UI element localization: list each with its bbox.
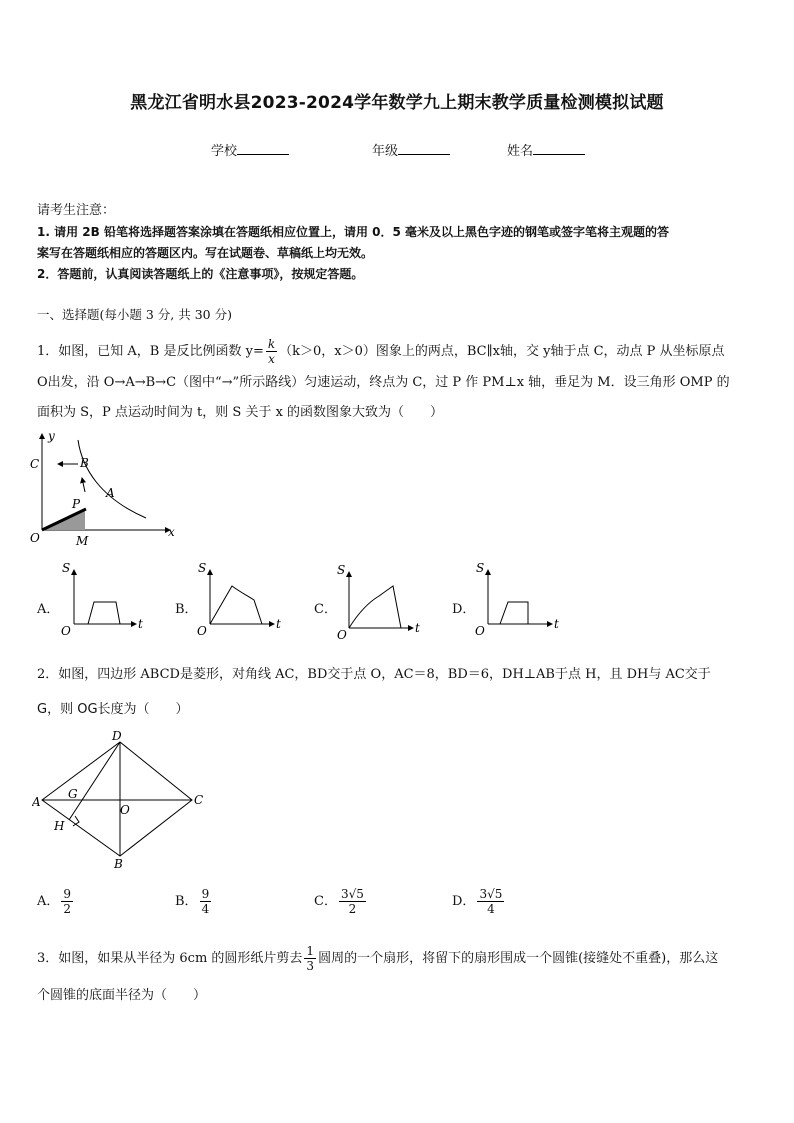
q1-option-d-letter[interactable]: D． [452,602,476,617]
q1-label-y: y [48,429,55,443]
q1-label-x: x [168,525,175,539]
q1-option-b-o: O [197,624,207,638]
q2-label-o: O [120,803,130,817]
q2-option-c-den: 2 [348,902,357,916]
q2-option-b[interactable] [175,888,213,915]
q1-option-a-o: O [61,624,71,638]
q2-segment-dh [69,742,120,820]
q1-label-m: M [76,534,89,548]
q1-line2: O出发，沿 O→A→B→C（图中“→”所示路线）匀速运动，终点为 C，过 P 作 PM⊥x 轴，垂足为 M．设三角形 OMP 的 [37,375,730,390]
q1-figure [30,428,190,553]
q1-frac-num: k [267,337,276,351]
q1-option-b-t: t [276,617,281,631]
q3-line1-a: 3．如图，如果从半径为 6cm 的圆形纸片剪去 [37,951,303,966]
q2-label-g: G [68,787,78,801]
q2-label-b: B [114,857,123,870]
q2-label-c: C [194,793,204,807]
q3-line2: 个圆锥的底面半径为（ ） [37,988,207,1003]
q2-option-a-frac [61,888,73,915]
q2-option-c-letter: C． [314,894,337,909]
q2-label-a: A [32,795,41,809]
notice-item1-line1: 1. 请用 2B 铅笔将选择题答案涂填在答题纸相应位置上，请用 0．5 毫米及以上黑色字迹的钢笔或签字笔将主观题的答 [37,225,669,239]
q3-line1-b: 圆周的一个扇形，将留下的扇形围成一个圆锥(接缝处不重叠)，那么这 [318,951,719,966]
q2-option-b-letter: B． [175,894,198,909]
q1-label-a: A [106,486,115,500]
q2-line1: 2．如图，四边形 ABCD是菱形，对角线 AC，BD交于点 O，AC＝8，BD＝6，DH⊥AB于点 H，且 DH与 AC交于 [37,667,711,682]
q2-option-a-num: 9 [63,887,72,901]
q1-option-d-o: O [475,624,485,638]
q1-option-a-s: S [62,561,71,575]
q3-frac-num: 1 [306,944,315,958]
q1-label-p: P [72,497,81,511]
grade-blank[interactable] [398,142,450,155]
q2-option-c-num: 3√5 [340,887,364,901]
q2-label-d: D [112,730,122,743]
name-label: 姓名 [507,144,534,159]
q2-option-a-letter: A． [37,894,60,909]
q1-option-c-s: S [337,563,346,577]
q1-option-c-graph[interactable] [335,562,430,642]
q3-frac-den: 3 [306,959,315,973]
page-title: 黑龙江省明水县2023-2024学年数学九上期末教学质量检测模拟试题 [130,93,664,113]
q1-option-a-t: t [138,617,143,631]
q2-option-b-num: 9 [201,887,210,901]
school-label: 学校 [211,144,238,159]
notice-item1-line2: 案写在答题纸相应的答题区内。写在试题卷、草稿纸上均无效。 [37,246,374,260]
q1-option-c-o: O [337,628,347,642]
q1-option-c-t: t [415,621,420,635]
q2-option-d-den: 4 [487,902,495,916]
school-field [211,140,289,159]
q2-option-b-frac [200,888,212,915]
name-blank[interactable] [533,142,585,155]
q1-line1-a: 1．如图，已知 A，B 是反比例函数 y= [37,344,264,359]
q1-label-o: O [30,531,40,545]
q1-line1-b: （k＞0，x＞0）图象上的两点，BC∥x轴，交 y轴于点 C，动点 P 从坐标原点 [279,344,725,359]
q1-option-b-letter[interactable]: B． [175,602,198,617]
q2-line2: G，则 OG长度为（ ） [37,702,189,717]
q1-option-c-letter[interactable]: C． [314,602,337,617]
q2-option-b-den: 4 [201,902,210,916]
q1-option-b-s: S [198,561,207,575]
notice-heading: 请考生注意： [37,203,116,218]
q2-option-c-frac [339,888,366,915]
grade-field [372,140,450,159]
q1-frac-den: x [268,352,275,366]
q2-rhombus [42,742,192,856]
name-field [507,140,585,159]
q2-option-d-num: 3√5 [479,887,503,901]
q2-option-d[interactable] [452,888,506,915]
q1-option-d-s: S [476,561,485,575]
q2-option-a-den: 2 [63,902,72,916]
q2-figure [32,730,212,870]
grade-label: 年级 [372,144,399,159]
q1-option-d-t: t [554,617,559,631]
q3-fraction [304,945,316,972]
q2-option-c[interactable] [314,888,368,915]
q1-label-b: B [80,456,89,470]
q2-option-d-frac [477,888,504,915]
q1-hyperbola [78,440,146,518]
q2-right-angle [73,816,79,826]
q2-option-a[interactable] [37,888,75,915]
q1-option-b-graph[interactable] [196,560,291,640]
q1-line1 [37,338,725,365]
q1-option-d-graph[interactable] [472,560,567,640]
q1-label-c: C [30,457,40,471]
q1-line3: 面积为 S，P 点运动时间为 t，则 S 关于 x 的函数图象大致为（ ） [37,405,444,420]
q3-line1 [37,945,718,972]
notice-item2: 2．答题前，认真阅读答题纸上的《注意事项》，按规定答题。 [37,267,364,281]
q1-option-a-graph[interactable] [58,560,153,640]
q2-label-h: H [54,819,65,833]
q1-arrow-ab [82,478,85,492]
section-heading: 一、选择题(每小题 3 分, 共 30 分) [37,307,232,322]
q2-option-d-letter: D． [452,894,476,909]
school-blank[interactable] [237,142,289,155]
q1-fraction [266,338,277,365]
q1-option-a-letter[interactable]: A． [37,602,60,617]
